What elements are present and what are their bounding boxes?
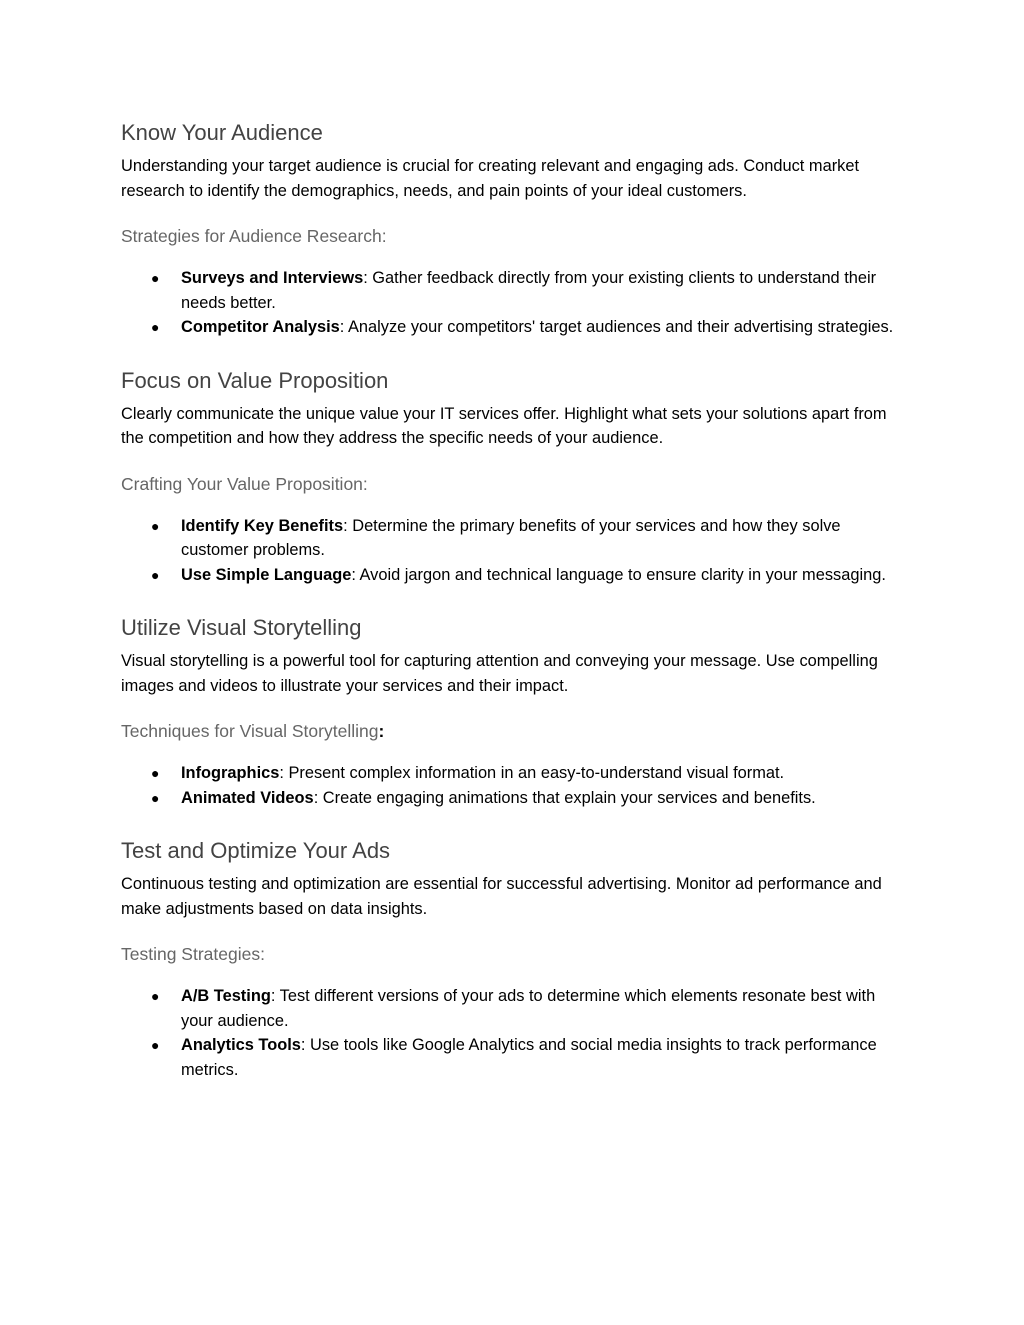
bullet-icon: ● bbox=[151, 789, 160, 806]
list-item bbox=[121, 786, 904, 811]
subheading-suffix: : bbox=[378, 721, 385, 741]
bullet-list bbox=[121, 761, 904, 810]
list-item-text: : Test different versions of your ads to determine which elements resonate best with your audience. bbox=[181, 987, 876, 1030]
list-item-term: Competitor Analysis bbox=[181, 318, 340, 336]
section-body: Understanding your target audience is crucial for creating relevant and engaging ads. Conduct market research to identify the demographics, needs, and pain points of your ideal customers. bbox=[121, 157, 860, 200]
bullet-icon: ● bbox=[151, 270, 160, 286]
section-value-proposition bbox=[121, 366, 904, 588]
list-item-term: A/B Testing bbox=[181, 987, 271, 1005]
bullet-list bbox=[121, 266, 904, 340]
list-item bbox=[121, 315, 904, 340]
bullet-icon: ● bbox=[151, 765, 160, 781]
list-item-text: : Avoid jargon and technical language to ensure clarity in your messaging. bbox=[351, 565, 886, 584]
section-body: Clearly communicate the unique value your IT services offer. Highlight what sets your solutions apart from the competition and how they address the specific needs of your audience. bbox=[121, 404, 887, 447]
list-item bbox=[121, 984, 904, 1033]
list-item-text: : Analyze your competitors' target audiences and their advertising strategies. bbox=[339, 318, 894, 336]
section-subheading bbox=[121, 224, 904, 248]
section-know-your-audience bbox=[121, 118, 904, 340]
list-item-term: Animated Videos bbox=[181, 788, 314, 807]
section-visual-storytelling bbox=[121, 613, 904, 810]
section-heading: Focus on Value Proposition bbox=[121, 367, 389, 393]
list-item bbox=[121, 514, 904, 563]
subheading-text: Crafting Your Value Proposition: bbox=[121, 473, 368, 494]
list-item-text: : Create engaging animations that explain your services and benefits. bbox=[313, 788, 816, 807]
bullet-icon: ● bbox=[151, 988, 160, 1004]
list-item-text: : Gather feedback directly from your existing clients to understand their needs better. bbox=[181, 269, 877, 312]
bullet-list bbox=[121, 514, 904, 588]
subheading-text: Strategies for Audience Research: bbox=[121, 226, 387, 246]
list-item-term: Analytics Tools bbox=[181, 1036, 301, 1054]
list-item bbox=[121, 1033, 904, 1082]
subheading-text: Testing Strategies: bbox=[121, 944, 265, 964]
section-heading: Utilize Visual Storytelling bbox=[121, 615, 362, 640]
bullet-list bbox=[121, 984, 904, 1082]
section-subheading bbox=[121, 719, 904, 743]
bullet-icon: ● bbox=[151, 319, 160, 335]
list-item bbox=[121, 563, 904, 588]
list-item-term: Infographics bbox=[181, 764, 280, 782]
subheading-text: Techniques for Visual Storytelling bbox=[121, 721, 379, 741]
section-subheading bbox=[121, 942, 904, 966]
section-heading: Know Your Audience bbox=[121, 120, 323, 145]
section-body: Continuous testing and optimization are essential for successful advertising. Monitor ad performance and make adjustments based on data insights. bbox=[121, 875, 882, 918]
list-item-term: Surveys and Interviews bbox=[181, 269, 364, 287]
bullet-icon: ● bbox=[151, 517, 160, 534]
list-item-text: : Use tools like Google Analytics and social media insights to track performance metrics. bbox=[181, 1036, 877, 1079]
section-test-optimize bbox=[121, 836, 904, 1082]
section-heading: Test and Optimize Your Ads bbox=[121, 838, 391, 863]
list-item bbox=[121, 761, 904, 786]
list-item-term: Use Simple Language bbox=[181, 565, 352, 584]
list-item bbox=[121, 266, 904, 315]
list-item-term: Identify Key Benefits bbox=[181, 516, 344, 535]
section-body: Visual storytelling is a powerful tool for capturing attention and conveying your message. Use compelling images and videos to illustrate your services and their impact. bbox=[121, 652, 878, 695]
bullet-icon: ● bbox=[151, 566, 160, 583]
section-subheading bbox=[121, 472, 904, 496]
list-item-text: : Determine the primary benefits of your services and how they solve customer problems. bbox=[181, 516, 841, 559]
bullet-icon: ● bbox=[151, 1037, 160, 1053]
list-item-text: : Present complex information in an easy-to-understand visual format. bbox=[279, 764, 785, 782]
